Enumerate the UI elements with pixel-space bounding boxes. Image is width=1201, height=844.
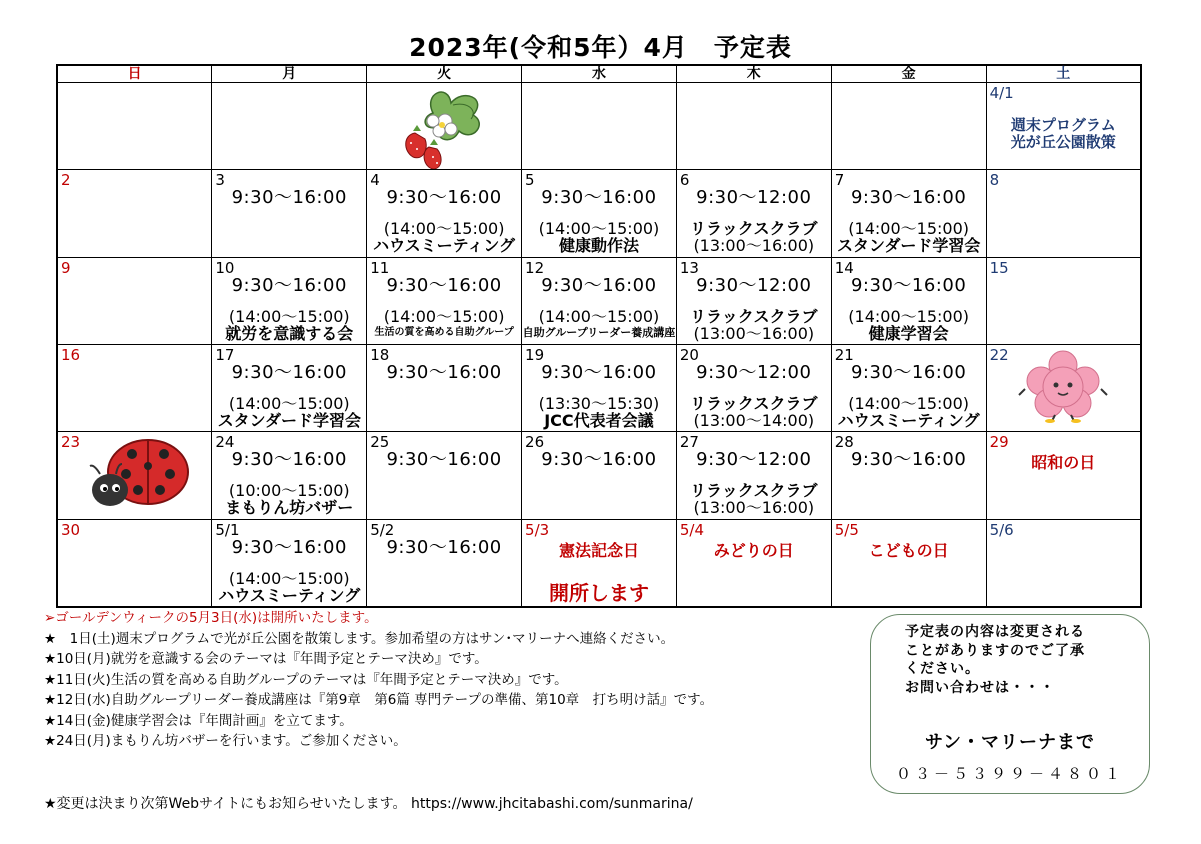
week-row — [57, 170, 1141, 257]
date-number: 5/1 — [215, 520, 240, 539]
date-number: 25 — [370, 433, 390, 452]
note-item: ★ 1日(土)週末プログラムで光が丘公園を散策します。参加希望の方はサン･マリーナへ連絡ください。 — [44, 630, 675, 647]
day-cell-sun — [57, 432, 212, 519]
day-cell-holiday — [831, 519, 986, 607]
note-item: ➢ゴールデンウィークの5月3日(水)は開所いたします。 — [44, 610, 378, 626]
calendar-grid — [56, 64, 1142, 608]
day-cell-sun — [57, 519, 212, 607]
note-item: ★12日(水)自助グループリーダー養成講座は『第9章 第6篇 専門テープの準備、第10章 打ち明け話』です。 — [44, 692, 714, 708]
event-name: まもりん坊バザー — [225, 498, 354, 518]
open-hours: 9:30～12:00 — [696, 274, 812, 296]
day-cell — [676, 345, 831, 432]
date-number: 4 — [370, 171, 380, 190]
day-cell — [367, 345, 522, 432]
date-number: 9 — [61, 258, 71, 277]
day-cell — [831, 170, 986, 257]
date-number: 16 — [61, 346, 81, 364]
day-cell — [676, 170, 831, 257]
contact-line: ことがありますのでご了承 — [905, 642, 1085, 659]
event-time: (13:00～16:00) — [693, 236, 815, 256]
day-cell-empty — [57, 83, 212, 170]
date-number: 26 — [525, 433, 545, 452]
day-cell-sat — [986, 257, 1141, 344]
event-time: (13:00～16:00) — [693, 323, 815, 343]
date-number: 14 — [834, 258, 854, 277]
holiday-name: こどもの日 — [868, 540, 949, 560]
event-time: (13:30～15:30) — [538, 394, 660, 413]
event-name: リラックスクラブ — [690, 394, 818, 413]
day-cell-sat — [986, 519, 1141, 607]
day-cell — [831, 432, 986, 519]
date-number: 11 — [370, 258, 390, 277]
open-hours: 9:30～16:00 — [386, 274, 502, 296]
day-cell — [676, 432, 831, 519]
day-cell-empty — [676, 83, 831, 170]
week-row — [57, 519, 1141, 607]
day-cell-sat — [986, 83, 1141, 170]
event-time: (14:00～15:00) — [228, 394, 350, 413]
open-hours: 9:30～16:00 — [386, 536, 502, 558]
week-row — [57, 345, 1141, 432]
day-cell-sun — [57, 345, 212, 432]
date-number: 5/3 — [525, 520, 550, 539]
date-number: 5 — [525, 171, 535, 190]
event-time: (14:00～15:00) — [383, 219, 505, 239]
date-number: 8 — [989, 171, 1000, 190]
day-cell — [212, 257, 367, 344]
event-name: リラックスクラブ — [690, 306, 818, 326]
event-name: ハウスミーティング — [218, 585, 361, 605]
date-number: 21 — [834, 346, 854, 364]
date-number: 12 — [525, 258, 545, 277]
weekday-thu: 木 — [676, 65, 831, 83]
event-name: リラックスクラブ — [690, 219, 818, 239]
event-time: (14:00～15:00) — [848, 394, 969, 413]
date-number: 23 — [61, 433, 81, 452]
date-number: 29 — [989, 433, 1009, 452]
day-cell — [367, 170, 522, 257]
event-weekend-program-sub: 光が丘公園散策 — [1010, 133, 1116, 152]
day-cell-empty — [212, 83, 367, 170]
event-name: ハウスミーティング — [373, 236, 516, 256]
weekday-wed: 水 — [522, 65, 677, 83]
day-cell — [831, 345, 986, 432]
day-cell-sun — [57, 170, 212, 257]
day-cell — [212, 345, 367, 432]
day-cell — [367, 257, 522, 344]
open-hours: 9:30～16:00 — [231, 362, 347, 383]
week-row — [57, 257, 1141, 344]
contact-box — [870, 614, 1150, 794]
day-cell — [212, 170, 367, 257]
weekday-header-row — [57, 65, 1141, 83]
event-time: (10:00～15:00) — [228, 481, 350, 501]
weekday-sat: 土 — [986, 65, 1141, 83]
day-cell — [212, 432, 367, 519]
date-number: 4/1 — [989, 84, 1014, 103]
day-cell — [522, 170, 677, 257]
weekday-mon: 月 — [212, 65, 367, 83]
date-number: 6 — [679, 171, 690, 190]
event-name: 健康動作法 — [558, 236, 639, 256]
open-hours: 9:30～16:00 — [231, 449, 347, 471]
day-cell — [367, 432, 522, 519]
event-time: (13:00～14:00) — [693, 411, 815, 430]
day-cell-sun — [57, 257, 212, 344]
contact-organization: サン・マリーナまで — [924, 732, 1096, 753]
date-number: 27 — [679, 433, 699, 452]
day-cell — [831, 257, 986, 344]
event-time: (14:00～15:00) — [848, 219, 969, 239]
date-number: 18 — [370, 346, 390, 364]
note-item: ★14日(金)健康学習会は『年間計画』を立てます。 — [44, 712, 353, 729]
event-time: (13:00～16:00) — [693, 498, 815, 518]
date-number: 22 — [989, 346, 1009, 364]
date-number: 24 — [215, 433, 235, 452]
page-title: 2023年(令和5年）4月 予定表 — [409, 33, 792, 62]
open-hours: 9:30～16:00 — [386, 449, 502, 471]
event-name: スタンダード学習会 — [217, 411, 361, 430]
open-hours: 9:30～12:00 — [696, 362, 812, 383]
contact-phone: ０３－５３９９－４８０１ — [895, 765, 1124, 783]
event-name: 自助グループリーダー養成講座 — [522, 325, 676, 339]
note-item: ★24日(月)まもりん坊バザーを行います。ご参加ください。 — [44, 733, 407, 749]
open-hours: 9:30～16:00 — [231, 187, 347, 209]
weekday-fri: 金 — [831, 65, 986, 83]
day-cell — [212, 519, 367, 607]
day-cell-sat — [986, 170, 1141, 257]
event-time: (14:00～15:00) — [383, 306, 505, 326]
contact-text — [905, 623, 1085, 697]
day-cell — [522, 257, 677, 344]
open-hours: 9:30～16:00 — [541, 274, 657, 296]
event-time: (14:00～15:00) — [228, 568, 350, 588]
event-name: リラックスクラブ — [690, 481, 818, 501]
date-number: 13 — [679, 258, 699, 277]
event-time: (14:00～15:00) — [848, 306, 969, 326]
strawberry-flower-icon — [393, 83, 493, 169]
day-cell — [522, 345, 677, 432]
open-hours: 9:30～12:00 — [696, 449, 812, 471]
day-cell-holiday — [986, 432, 1141, 519]
event-name: ハウスミーティング — [837, 411, 980, 430]
event-time: (14:00～15:00) — [538, 306, 660, 326]
contact-line: 予定表の内容は変更される — [905, 624, 1085, 640]
contact-line: ください。 — [905, 661, 980, 677]
date-number: 19 — [525, 346, 545, 364]
event-weekend-program: 週末プログラム — [1010, 116, 1116, 135]
date-number: 5/5 — [834, 520, 859, 539]
date-number: 17 — [215, 346, 235, 364]
day-cell-sat — [986, 345, 1141, 432]
date-number: 5/2 — [370, 520, 395, 539]
open-hours: 9:30～16:00 — [386, 187, 502, 209]
date-number: 5/6 — [989, 520, 1014, 539]
open-hours: 9:30～16:00 — [541, 187, 657, 209]
date-number: 20 — [679, 346, 699, 364]
open-notice: 開所します — [548, 580, 649, 605]
weekday-sun: 日 — [57, 65, 212, 83]
holiday-name: みどりの日 — [713, 540, 794, 560]
date-number: 15 — [989, 258, 1009, 277]
day-cell-empty — [367, 83, 522, 170]
day-cell — [522, 432, 677, 519]
date-number: 7 — [834, 171, 845, 190]
event-name: 生活の質を高める自助グループ — [374, 326, 514, 338]
event-time: (14:00～15:00) — [538, 219, 660, 239]
contact-line: お問い合わせは・・・ — [905, 679, 1055, 696]
day-cell-empty — [831, 83, 986, 170]
weekday-tue: 火 — [367, 65, 522, 83]
date-number: 3 — [215, 171, 225, 190]
notes-list — [44, 608, 713, 752]
open-hours: 9:30～16:00 — [231, 536, 347, 558]
event-name: 健康学習会 — [868, 323, 949, 343]
open-hours: 9:30～16:00 — [850, 274, 967, 296]
day-cell-holiday — [522, 519, 677, 607]
day-cell — [367, 519, 522, 607]
holiday-name: 昭和の日 — [1031, 453, 1096, 473]
open-hours: 9:30～12:00 — [696, 187, 812, 209]
week-row — [57, 83, 1141, 170]
date-number: 30 — [61, 520, 81, 539]
event-name: スタンダード学習会 — [836, 236, 981, 256]
event-name: 就労を意識する会 — [225, 323, 354, 343]
open-hours: 9:30～16:00 — [850, 187, 967, 209]
event-time: (14:00～15:00) — [228, 306, 350, 326]
day-cell — [676, 257, 831, 344]
holiday-name: 憲法記念日 — [558, 540, 639, 560]
week-row — [57, 432, 1141, 519]
open-hours: 9:30～16:00 — [850, 362, 967, 383]
date-number: 5/4 — [679, 520, 705, 539]
note-item: ★10日(月)就労を意識する会のテーマは『年間予定とテーマ決め』です。 — [44, 651, 488, 667]
event-name: JCC代表者会議 — [544, 411, 654, 430]
footer-notice: ★変更は決まり次第Webサイトにもお知らせいたします。 https://www.jhcitabashi.com/sunmarina/ — [44, 796, 693, 812]
open-hours: 9:30～16:00 — [386, 362, 502, 383]
ladybug-icon — [86, 434, 196, 516]
cherry-blossom-icon — [1013, 349, 1113, 423]
open-hours: 9:30～16:00 — [231, 274, 347, 296]
date-number: 10 — [215, 258, 235, 277]
day-cell-empty — [522, 83, 677, 170]
open-hours: 9:30～16:00 — [850, 449, 967, 471]
open-hours: 9:30～16:00 — [541, 449, 657, 471]
day-cell-holiday — [676, 519, 831, 607]
date-number: 28 — [834, 433, 854, 452]
note-item: ★11日(火)生活の質を高める自助グループのテーマは『年間予定とテーマ決め』です。 — [44, 671, 568, 688]
open-hours: 9:30～16:00 — [541, 362, 657, 383]
date-number: 2 — [61, 171, 71, 190]
